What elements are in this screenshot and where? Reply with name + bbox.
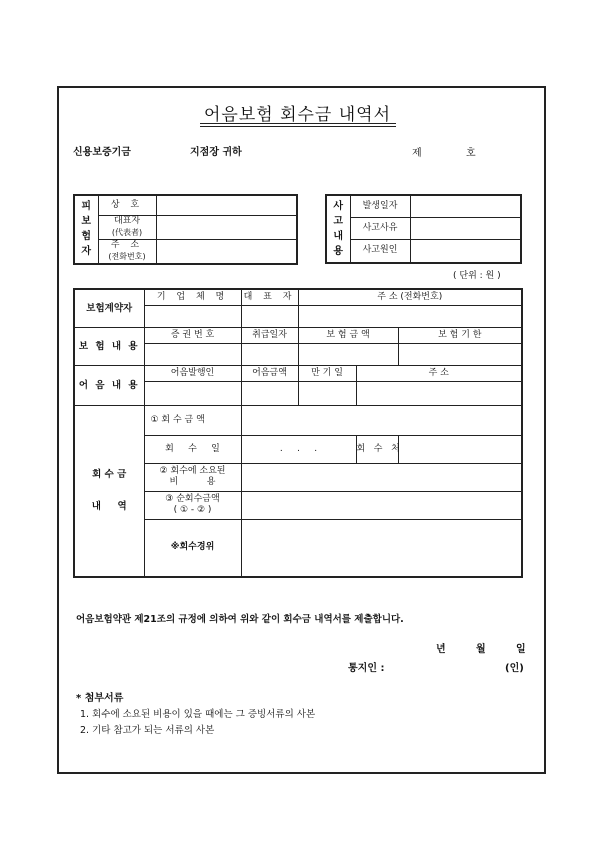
unit-label: ( 단위 : 원 ) <box>453 271 501 281</box>
attachment-item: 2. 기타 참고가 되는 서류의 사본 <box>80 725 215 736</box>
bill-header: 주 소 <box>356 365 522 381</box>
insured-side-label: 피 보 험 자 <box>74 195 98 264</box>
contract-header: 기 업 체 명 <box>144 289 241 305</box>
accident-side-label: 사 고 내 용 <box>326 195 350 263</box>
recipient: 신용보증기금 <box>73 147 131 158</box>
contract-label: 보험계약자 <box>74 289 144 327</box>
statement: 어음보험약관 제21조의 규정에 의하여 위와 같이 회수금 내역서를 제출합니다. <box>76 614 404 625</box>
bill-header: 어음금액 <box>241 365 298 381</box>
insured-company-field[interactable] <box>156 195 297 215</box>
form-title: 어음보험 회수금 내역서 <box>203 105 392 125</box>
recovery-label: 회 수 금 내 역 <box>74 405 144 577</box>
insured-table <box>73 194 298 265</box>
insurance-term-field[interactable] <box>398 343 522 365</box>
recovery-place-field[interactable] <box>398 435 522 463</box>
handling-date-field[interactable] <box>241 343 298 365</box>
bill-label: 어 음 내 용 <box>74 365 144 405</box>
recovery-date-label: 회 수 일 <box>144 435 241 463</box>
insurance-header: 취급일자 <box>241 327 298 343</box>
insured-rep-field[interactable] <box>156 215 297 239</box>
recovery-cost-field[interactable] <box>241 463 522 491</box>
doc-no-suffix: 호 <box>466 148 476 159</box>
bill-issuer-field[interactable] <box>144 381 241 405</box>
contract-header: 대 표 자 <box>241 289 298 305</box>
insured-row-label: 주 소 (전화번호) <box>98 239 156 264</box>
accident-reason-field[interactable] <box>410 217 521 239</box>
contract-company-field[interactable] <box>144 305 241 327</box>
bill-header: 만 기 일 <box>298 365 356 381</box>
insurance-header: 보 험 금 액 <box>298 327 398 343</box>
insured-address-field[interactable] <box>156 239 297 264</box>
insured-row-label: 상 호 <box>98 195 156 215</box>
recovery-history-field[interactable] <box>241 519 522 577</box>
insured-amount-field[interactable] <box>298 343 398 365</box>
accident-table <box>325 194 522 264</box>
maturity-field[interactable] <box>298 381 356 405</box>
date-year: 년 <box>436 644 446 655</box>
applicant-seal: (인) <box>505 663 524 674</box>
insured-row-label: 대표자 (代表者) <box>98 215 156 239</box>
insurance-header: 보 험 기 한 <box>398 327 522 343</box>
applicant-label: 통지인 : <box>348 663 385 674</box>
contract-header: 주 소 (전화번호) <box>298 289 522 305</box>
accident-cause-field[interactable] <box>410 239 521 263</box>
recovery-place-label: 회 수 처 <box>356 435 398 463</box>
attachment-item: 1. 회수에 소요된 비용이 있을 때에는 그 증빙서류의 사본 <box>80 709 316 720</box>
accident-row-label: 사고원인 <box>350 239 410 263</box>
title-underline <box>200 123 396 124</box>
doc-no-label: 제 <box>412 148 422 159</box>
date-day: 일 <box>516 644 526 655</box>
date-month: 월 <box>476 644 486 655</box>
contract-rep-field[interactable] <box>241 305 298 327</box>
bill-address-field[interactable] <box>356 381 522 405</box>
net-recovery-field[interactable] <box>241 491 522 519</box>
contract-address-field[interactable] <box>298 305 522 327</box>
title-underline-2 <box>200 126 396 127</box>
insurance-label: 보 험 내 용 <box>74 327 144 365</box>
policy-no-field[interactable] <box>144 343 241 365</box>
branch: 지점장 귀하 <box>190 147 242 158</box>
recovery-history-label: ※회수경위 <box>144 519 241 577</box>
accident-row-label: 사고사유 <box>350 217 410 239</box>
attachments-title: * 첨부서류 <box>76 693 124 704</box>
insurance-header: 증 권 번 호 <box>144 327 241 343</box>
recovery-amount-field[interactable] <box>241 405 522 435</box>
recovery-amount-label: ① 회 수 금 액 <box>144 405 241 435</box>
bill-amount-field[interactable] <box>241 381 298 405</box>
recovery-date-field[interactable]: . . . <box>241 435 356 463</box>
recovery-cost-label: ② 회수에 소요된 비 용 <box>144 463 241 491</box>
accident-row-label: 발생일자 <box>350 195 410 217</box>
bill-header: 어음발행인 <box>144 365 241 381</box>
net-recovery-label: ③ 순회수금액 ( ① - ② ) <box>144 491 241 519</box>
main-table <box>73 288 523 578</box>
accident-date-field[interactable] <box>410 195 521 217</box>
